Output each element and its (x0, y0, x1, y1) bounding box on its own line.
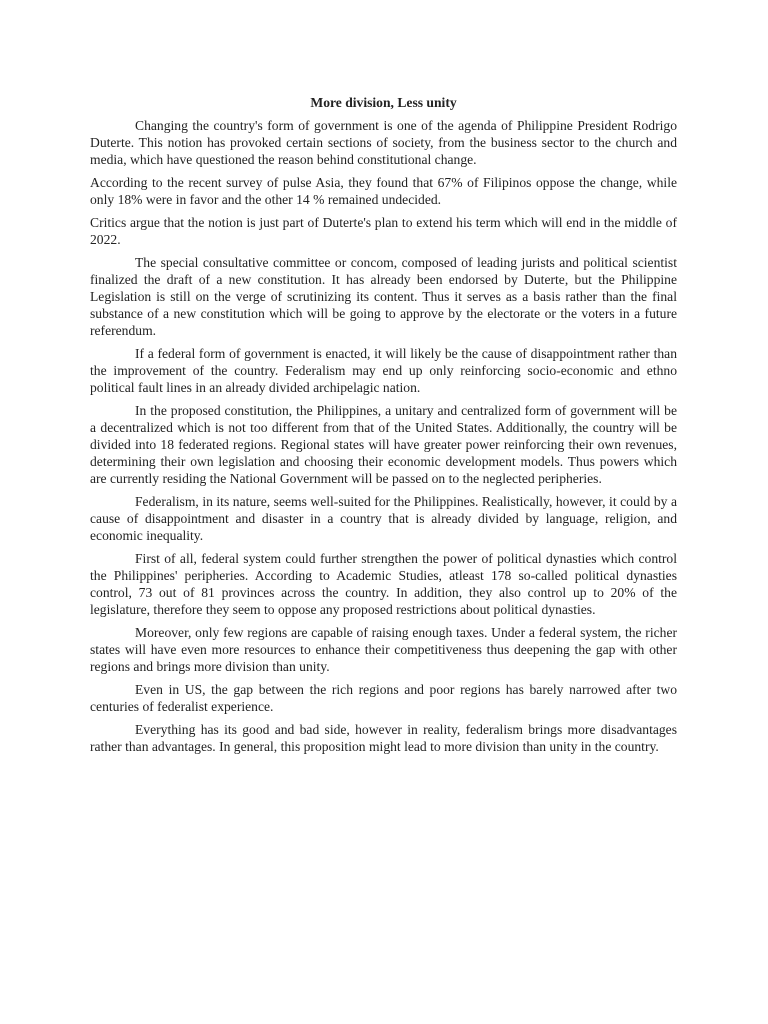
paragraph-11: Everything has its good and bad side, however in reality, federalism brings more disadvantages rather than advantages. In general, this proposition might lead to more division than unity in the country. (90, 722, 677, 754)
paragraph-5: If a federal form of government is enacted, it will likely be the cause of disappointment rather than the improvement of the country. Federalism may end up only reinforcing socio-economic and ethno political fault lines in an already divided archipelagic nation. (90, 346, 677, 395)
paragraph-9: Moreover, only few regions are capable of raising enough taxes. Under a federal system, the richer states will have even more resources to enhance their competitiveness thus deepening the gap with other regions and brings more division than unity. (90, 625, 677, 674)
document-title: More division, Less unity (310, 95, 457, 110)
paragraph-10: Even in US, the gap between the rich regions and poor regions has barely narrowed after two centuries of federalist experience. (90, 682, 677, 714)
paragraph-2: According to the recent survey of pulse Asia, they found that 67% of Filipinos oppose the change, while only 18% were in favor and the other 14 % remained undecided. (90, 175, 677, 207)
paragraph-6: In the proposed constitution, the Philippines, a unitary and centralized form of government will be a decentralized which is not too different from that of the United States. Additionally, the country will be divided into 18 federated regions. Regional states will have greater power reinforcing their own revenues, determining their own legislation and choosing their economic development models. Thus powers which are currently residing the National Government will be passed on to the neglected peripheries. (90, 403, 677, 486)
document-page (90, 94, 677, 761)
paragraph-3: Critics argue that the notion is just part of Duterte's plan to extend his term which will end in the middle of 2022. (90, 215, 677, 247)
paragraph-8: First of all, federal system could further strengthen the power of political dynasties which control the Philippines' peripheries. According to Academic Studies, atleast 178 so-called political dynasties control, 73 out of 81 provinces across the country. In addition, they also control up to 20% of the legislature, therefore they seem to oppose any proposed restrictions about political dynasties. (90, 551, 677, 617)
paragraph-4: The special consultative committee or concom, composed of leading jurists and political scientist finalized the draft of a new constitution. It has already been endorsed by Duterte, but the Philippine Legislation is still on the verge of scrutinizing its content. Thus it serves as a basis rather than the final substance of a new constitution which will be going to approve by the electorate or the voters in a future referendum. (90, 255, 677, 338)
paragraph-7: Federalism, in its nature, seems well-suited for the Philippines. Realistically, however, it could by a cause of disappointment and disaster in a country that is already divided by language, religion, and economic inequality. (90, 494, 677, 543)
paragraph-1: Changing the country's form of government is one of the agenda of Philippine President Rodrigo Duterte. This notion has provoked certain sections of society, from the business sector to the church and media, which have questioned the reason behind constitutional change. (90, 118, 677, 167)
